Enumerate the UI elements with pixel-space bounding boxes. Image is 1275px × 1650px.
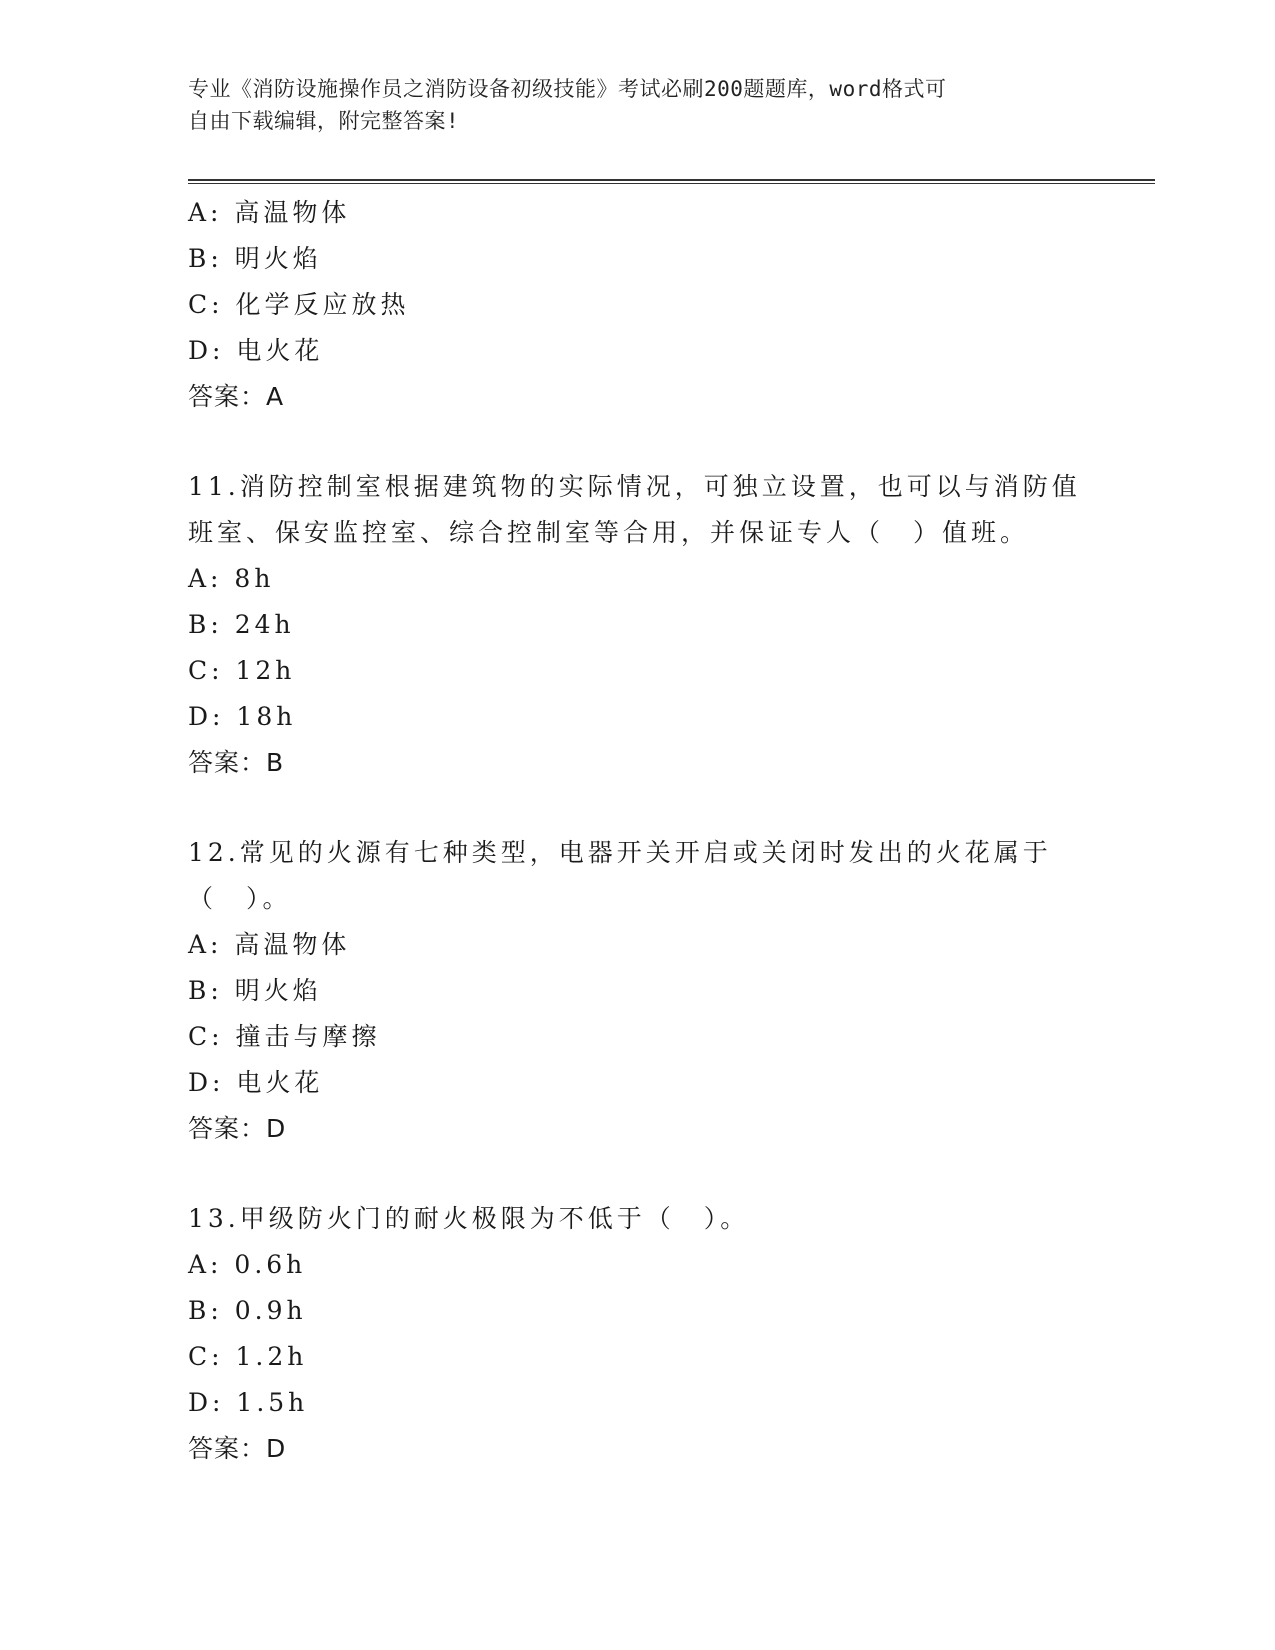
option-d: D: 18h <box>188 702 297 731</box>
question-block <box>188 190 1088 420</box>
option-b: B: 0.9h <box>188 1296 307 1325</box>
question-block <box>188 464 1088 786</box>
header-line-1: 专业《消防设施操作员之消防设备初级技能》考试必刷200题题库，word格式可 <box>188 77 947 101</box>
question-stem: 13.甲级防火门的耐火极限为不低于（ ）。 <box>188 1204 750 1233</box>
header-divider-thick <box>188 179 1155 181</box>
option-a: A: 高温物体 <box>188 930 351 959</box>
option-c: C: 12h <box>188 656 296 685</box>
option-a: A: 高温物体 <box>188 198 351 227</box>
header-line-2: 自由下载编辑，附完整答案! <box>188 109 460 133</box>
option-c: C: 撞击与摩擦 <box>188 1022 381 1051</box>
answer-line: 答案：A <box>188 382 285 411</box>
question-block <box>188 1196 1088 1472</box>
option-c: C: 化学反应放热 <box>188 290 410 319</box>
option-d: D: 1.5h <box>188 1388 309 1417</box>
question-stem: 12.常见的火源有七种类型，电器开关开启或关闭时发出的火花属于（ ）。 <box>188 838 1052 913</box>
document-header <box>188 73 1068 137</box>
option-d: D: 电火花 <box>188 336 324 365</box>
option-a: A: 0.6h <box>188 1250 307 1279</box>
option-b: B: 明火焰 <box>188 976 322 1005</box>
answer-line: 答案：B <box>188 748 285 777</box>
question-list <box>188 190 1088 1516</box>
answer-line: 答案：D <box>188 1114 287 1143</box>
option-a: A: 8h <box>188 564 275 593</box>
option-c: C: 1.2h <box>188 1342 308 1371</box>
option-b: B: 明火焰 <box>188 244 322 273</box>
header-divider-thin <box>188 183 1155 184</box>
question-stem: 11.消防控制室根据建筑物的实际情况，可独立设置，也可以与消防值班室、保安监控室、综合控制室等合用，并保证专人（ ）值班。 <box>188 472 1081 547</box>
option-b: B: 24h <box>188 610 295 639</box>
option-d: D: 电火花 <box>188 1068 324 1097</box>
answer-line: 答案：D <box>188 1434 287 1463</box>
question-block <box>188 830 1088 1152</box>
